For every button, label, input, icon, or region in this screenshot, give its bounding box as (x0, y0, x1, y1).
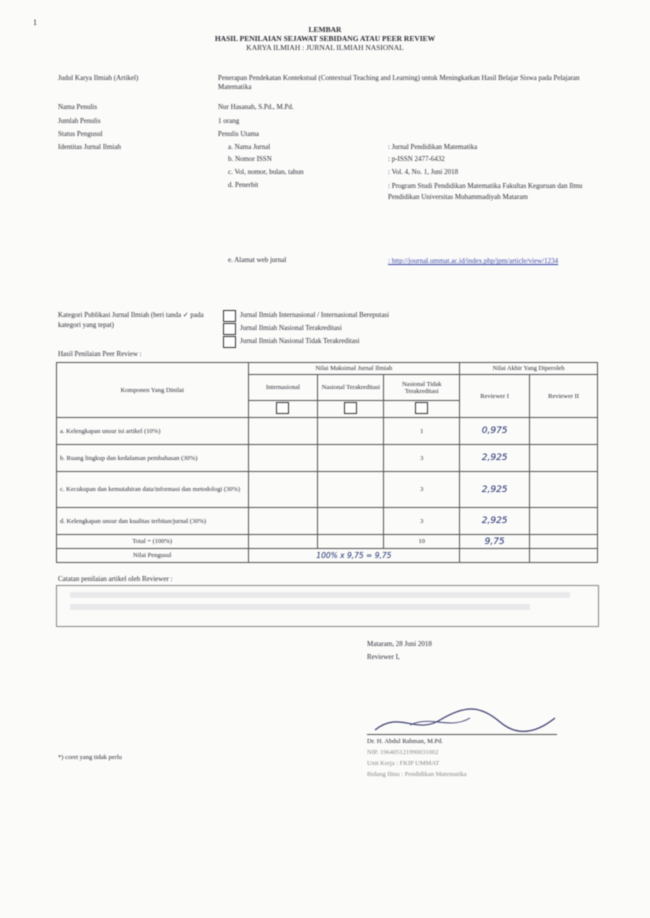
row-label: d. Kelengkapan unsur dan kualitas terbitan/jurnal (30%) (57, 508, 249, 535)
sign-rank: Bidang Ilmu : Pendidikan Matematika (367, 771, 467, 778)
journal-issn-label: b. Nomor ISSN (228, 155, 272, 163)
score-heading: Hasil Penilaian Peer Review : (58, 350, 142, 358)
row-label: a. Kelengkapan unsur isi artikel (10%) (57, 418, 249, 445)
row-score: 2,925 (460, 508, 530, 535)
journal-web-label: e. Alamat web jurnal (228, 256, 287, 264)
contribution-value: 100% x 9,75 = 9,75 (248, 549, 460, 563)
info-label-title: Judul Karya Ilmiah (Artikel) (58, 74, 139, 82)
header-reviewer-1: Reviewer I (460, 375, 530, 418)
row-max: 3 (384, 445, 460, 472)
sign-place-date: Mataram, 28 Juni 2018 (367, 640, 432, 648)
journal-name-value: : Jurnal Pendidikan Matematika (388, 143, 478, 151)
table-row (57, 472, 598, 508)
table-row (57, 508, 598, 535)
score-table (56, 362, 598, 563)
total-label: Total = (100%) (57, 535, 249, 549)
journal-web-link[interactable]: : http://journal.ummat.ac.id/index.php/jpm/article/view/1234 (388, 257, 559, 265)
category-label: Kategori Publikasi Jurnal Ilmiah (beri tanda ✓ pada kategori yang tepat) (58, 311, 204, 329)
row-score: 2,925 (460, 472, 530, 508)
row-max: 3 (384, 508, 460, 535)
category-non-accredited: Jurnal Ilmiah Nasional Tidak Terakreditasi (240, 337, 360, 345)
category-international: Jurnal Ilmiah Internasional / Internasional Bereputasi (240, 311, 390, 319)
header-checkbox-cell-non-accredited (384, 401, 460, 418)
journal-issn-value: : p-ISSN 2477-6432 (388, 155, 445, 163)
total-score: 9,75 (460, 535, 530, 549)
header-national-accredited: Nasional Terakreditasi (318, 375, 384, 401)
sign-nip: NIP. 196405121990031002 (367, 749, 439, 756)
row-score: 2,925 (460, 445, 530, 472)
journal-publisher-value: : Program Studi Pendidikan Matematika Fakultas Keguruan dan Ilmu Pendidikan Universitas Muhammadiyah Mataram (388, 182, 583, 201)
category-checkbox-accredited[interactable] (223, 323, 236, 335)
comment-label: Catatan penilaian artikel oleh Reviewer : (58, 575, 173, 583)
checkbox-accredited[interactable] (344, 402, 357, 414)
comment-scribble (70, 592, 570, 598)
row-label: c. Kecukupan dan kemutahiran data/informasi dan metodologi (30%) (57, 472, 249, 508)
checkbox-international[interactable] (276, 402, 289, 414)
info-value-status: Penulis Utama (218, 130, 260, 138)
document-title: LEMBAR (308, 25, 342, 34)
checkbox-non-accredited[interactable] (415, 402, 428, 414)
sign-unit: Unit Kerja : FKIP UMMAT (367, 760, 440, 767)
info-label-author: Nama Penulis (58, 103, 98, 111)
row-max: 3 (384, 472, 460, 508)
header-reviewer-2: Reviewer II (530, 375, 598, 418)
info-value-title: Penerapan Pendekatan Kontekstual (Contextual Teaching and Learning) untuk Meningkatkan Hasil Belajar Siswa pada Pelajaran Matematika (218, 74, 580, 91)
info-label-status: Status Pengusul (58, 130, 103, 138)
corner-mark: 1 (33, 18, 37, 27)
contribution-row (57, 549, 598, 563)
total-row (57, 535, 598, 549)
info-value-author: Nur Hasanah, S.Pd., M.Pd. (218, 103, 294, 111)
document-subtitle: HASIL PENILAIAN SEJAWAT SEBIDANG ATAU PEER REVIEW (214, 34, 436, 43)
info-value-author-count: 1 orang (218, 117, 240, 125)
journal-publisher-label: d. Penerbit (228, 181, 259, 189)
sign-role: Reviewer I, (367, 653, 400, 661)
category-checkbox-international[interactable] (223, 310, 236, 322)
total-value: 10 (384, 535, 460, 549)
comment-scribble (70, 604, 530, 610)
header-national-non-accredited: Nasional Tidak Terakreditasi (384, 375, 460, 401)
header-checkbox-cell-accredited (318, 401, 384, 418)
header-component: Komponen Yang Dinilai (57, 363, 249, 418)
info-label-journal: Identitas Jurnal Ilmiah (58, 143, 121, 151)
header-checkbox-cell-international (248, 401, 318, 418)
header-max-score: Nilai Maksimal Jurnal Ilmiah (248, 363, 460, 375)
header-international: Internasional (248, 375, 318, 401)
contribution-label: Nilai Pengusul (57, 549, 249, 563)
journal-name-label: a. Nama Jurnal (228, 143, 271, 151)
category-checkbox-non-accredited[interactable] (223, 336, 236, 348)
row-score: 0,975 (460, 418, 530, 445)
table-row (57, 445, 598, 472)
journal-volume-label: c. Vol, nomor, bulan, tahun (228, 168, 304, 176)
footnote: *) coret yang tidak perlu (58, 754, 122, 761)
row-label: b. Ruang lingkup dan kedalaman pembahasan (30%) (57, 445, 249, 472)
info-label-author-count: Jumlah Penulis (58, 117, 101, 125)
document-subtitle-2: KARYA ILMIAH : JURNAL ILMIAH NASIONAL (246, 43, 404, 52)
sign-name: Dr. H. Abdul Rahman, M.Pd. (367, 738, 444, 745)
category-accredited: Jurnal Ilmiah Nasional Terakreditasi (240, 324, 342, 332)
header-final-score: Nilai Akhir Yang Diperoleh (460, 363, 598, 375)
table-row (57, 418, 598, 445)
journal-volume-value: : Vol. 4, No. 1, Juni 2018 (388, 168, 459, 176)
signature-line (367, 734, 557, 735)
row-max: 1 (384, 418, 460, 445)
